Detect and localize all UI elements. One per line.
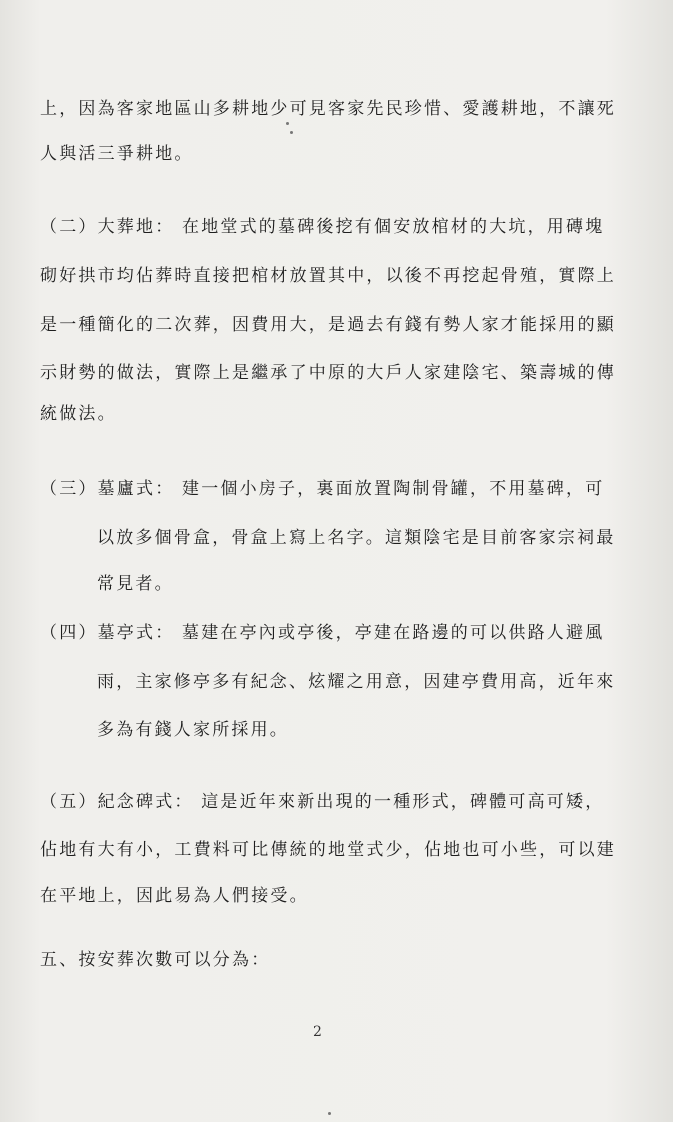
scan-speck [286,122,289,125]
text-line-9: 以放多個骨盒，骨盒上寫上名字。這類陰宅是目前客家宗祠最 [97,528,616,548]
scan-speck [290,131,293,134]
scan-speck [328,1112,331,1115]
section-four-tomb-pavilion: （四）墓亭式： 墓建在亭內或亭後，亭建在路邊的可以供路人避風 [40,623,605,643]
text-line-4: 砌好拱市均佔葬時直接把棺材放置其中，以後不再挖起骨殖，實際上 [40,266,616,286]
text-line-16: 在平地上，因此易為人們接受。 [40,886,309,906]
text-line-1: 上，因為客家地區山多耕地少可見客家先民珍惜、愛護耕地，不讓死 [40,99,616,119]
text-line-7: 統做法。 [40,404,117,424]
section-two-burial-ground: （二）大葬地： 在地堂式的墓碑後挖有個安放棺材的大坑，用磚塊 [40,217,605,237]
text-line-13: 多為有錢人家所採用。 [97,720,289,740]
text-line-6: 示財勢的做法，實際上是繼承了中原的大戶人家建陰宅、築壽城的傳 [40,363,616,383]
text-line-10: 常見者。 [97,574,174,594]
text-line-5: 是一種簡化的二次葬，因費用大，是過去有錢有勢人家才能採用的顯 [40,315,616,335]
section-three-tomb-house: （三）墓廬式： 建一個小房子，裏面放置陶制骨罐，不用墓碑，可 [40,479,605,499]
text-line-12: 雨，主家修亭多有紀念、炫耀之用意，因建亭費用高，近年來 [97,672,616,692]
section-five-memorial-stele: （五）紀念碑式： 這是近年來新出現的一種形式，碑體可高可矮， [40,792,605,812]
text-line-2: 人與活三爭耕地。 [40,144,194,164]
text-line-15: 佔地有大有小，工費料可比傳統的地堂式少，佔地也可小些，可以建 [40,840,616,860]
heading-five-burial-count: 五、按安葬次數可以分為： [40,950,271,970]
page-number: 2 [313,1024,322,1040]
